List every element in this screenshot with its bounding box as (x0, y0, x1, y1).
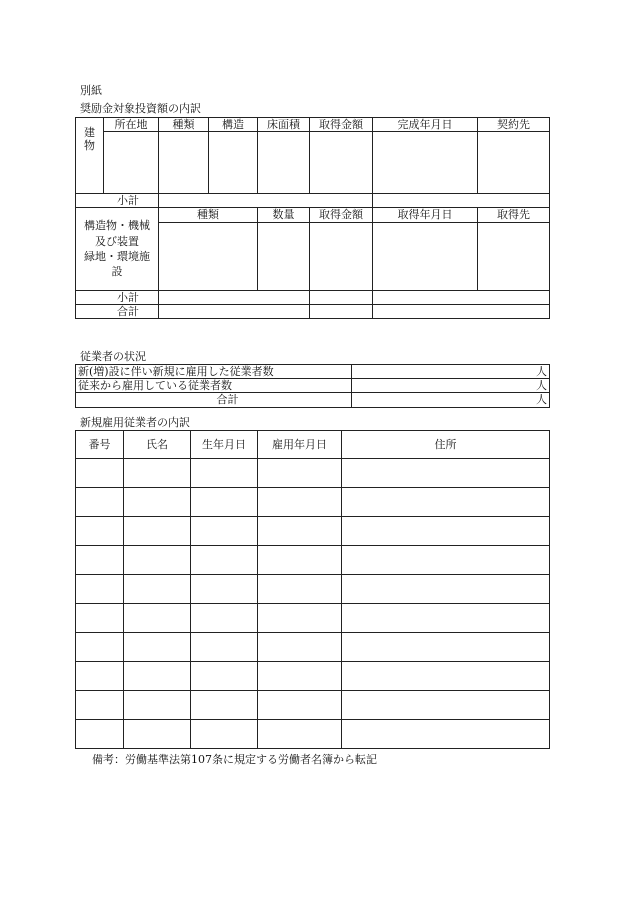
cell-address[interactable] (342, 633, 550, 662)
cell-number[interactable] (76, 633, 124, 662)
new-hires-title: 新規雇用従業者の内訳 (80, 416, 190, 429)
building-side-label: 建 物 (76, 118, 104, 194)
note: 備考：労働基準法第107条に規定する労働者名簿から転記 (92, 753, 377, 766)
cell-floor-area[interactable] (258, 132, 310, 194)
header-address: 住所 (342, 431, 550, 459)
cell-name[interactable] (124, 488, 191, 517)
cell-quantity[interactable] (258, 222, 310, 290)
cell-name[interactable] (124, 720, 191, 749)
cell-number[interactable] (76, 517, 124, 546)
table-row (76, 546, 550, 575)
grand-total-amount[interactable] (310, 304, 373, 318)
cell-birthdate[interactable] (191, 488, 258, 517)
cell-address[interactable] (342, 604, 550, 633)
header-contractor: 契約先 (478, 118, 550, 132)
grand-total-right[interactable] (373, 304, 550, 318)
header-hire-date: 雇用年月日 (258, 431, 342, 459)
cell-completion-date[interactable] (373, 132, 478, 194)
cell-name[interactable] (124, 459, 191, 488)
header-quantity: 数量 (258, 208, 310, 222)
structures-subtotal-cell[interactable] (159, 290, 310, 304)
header-type: 種類 (159, 118, 209, 132)
cell-number[interactable] (76, 459, 124, 488)
table-row (76, 691, 550, 720)
header-acquisition-date: 取得年月日 (373, 208, 478, 222)
cell-number[interactable] (76, 575, 124, 604)
building-subtotal-right-cell[interactable] (373, 194, 550, 208)
cell-hire-date[interactable] (258, 691, 342, 720)
cell-address[interactable] (342, 546, 550, 575)
cell-name[interactable] (124, 517, 191, 546)
table-row (76, 662, 550, 691)
employees-title: 従業者の状況 (80, 350, 146, 363)
cell-address[interactable] (342, 488, 550, 517)
header-birthdate: 生年月日 (191, 431, 258, 459)
cell-address[interactable] (342, 662, 550, 691)
header-acquisition-amount: 取得金額 (310, 118, 373, 132)
employees-total-unit[interactable]: 人 (352, 393, 550, 407)
cell-name[interactable] (124, 575, 191, 604)
table-row (76, 517, 550, 546)
cell-struct-type[interactable] (159, 222, 258, 290)
table-row (76, 488, 550, 517)
cell-hire-date[interactable] (258, 575, 342, 604)
cell-hire-date[interactable] (258, 720, 342, 749)
header-structure: 構造 (209, 118, 258, 132)
table-row (76, 459, 550, 488)
cell-name[interactable] (124, 691, 191, 720)
cell-name[interactable] (124, 633, 191, 662)
cell-number[interactable] (76, 691, 124, 720)
table-row (76, 633, 550, 662)
new-employees-unit[interactable]: 人 (352, 365, 550, 379)
cell-birthdate[interactable] (191, 604, 258, 633)
structures-subtotal-right[interactable] (373, 290, 550, 304)
structures-subtotal-amount[interactable] (310, 290, 373, 304)
structures-side-label: 構造物・機械 及び装置 緑地・環境施 設 (76, 208, 159, 290)
investment-table (75, 117, 550, 319)
cell-hire-date[interactable] (258, 517, 342, 546)
employees-total-label: 合計 (76, 393, 352, 407)
structures-subtotal-label: 小計 (76, 290, 159, 304)
cell-hire-date[interactable] (258, 662, 342, 691)
grand-total-label: 合計 (76, 304, 159, 318)
cell-address[interactable] (342, 517, 550, 546)
header-name: 氏名 (124, 431, 191, 459)
cell-hire-date[interactable] (258, 604, 342, 633)
cell-birthdate[interactable] (191, 459, 258, 488)
existing-employees-label: 従来から雇用している従業者数 (76, 379, 352, 393)
header-floor-area: 床面積 (258, 118, 310, 132)
cell-birthdate[interactable] (191, 517, 258, 546)
table-row (76, 575, 550, 604)
cell-hire-date[interactable] (258, 546, 342, 575)
cell-address[interactable] (342, 691, 550, 720)
cell-name[interactable] (124, 604, 191, 633)
cell-address[interactable] (342, 459, 550, 488)
employees-table (75, 364, 550, 408)
cell-birthdate[interactable] (191, 662, 258, 691)
cell-type[interactable] (159, 132, 209, 194)
existing-employees-unit[interactable]: 人 (352, 379, 550, 393)
header-supplier: 取得先 (478, 208, 550, 222)
cell-number[interactable] (76, 662, 124, 691)
cell-name[interactable] (124, 662, 191, 691)
new-hires-table (75, 430, 550, 749)
cell-hire-date[interactable] (258, 633, 342, 662)
cell-hire-date[interactable] (258, 488, 342, 517)
cell-number[interactable] (76, 546, 124, 575)
header-completion-date: 完成年月日 (373, 118, 478, 132)
header-location: 所在地 (104, 118, 159, 132)
attachment-label: 別紙 (80, 84, 102, 97)
building-subtotal-label: 小計 (76, 194, 159, 208)
table-row (76, 720, 550, 749)
cell-structure[interactable] (209, 132, 258, 194)
cell-struct-amount[interactable] (310, 222, 373, 290)
cell-birthdate[interactable] (191, 546, 258, 575)
cell-name[interactable] (124, 546, 191, 575)
cell-address[interactable] (342, 720, 550, 749)
header-struct-type: 種類 (159, 208, 258, 222)
cell-acquisition-amount[interactable] (310, 132, 373, 194)
header-number: 番号 (76, 431, 124, 459)
section1-title: 奨励金対象投資額の内訳 (80, 102, 201, 115)
cell-hire-date[interactable] (258, 459, 342, 488)
cell-number[interactable] (76, 488, 124, 517)
cell-acquisition-date[interactable] (373, 222, 478, 290)
cell-contractor[interactable] (478, 132, 550, 194)
cell-number[interactable] (76, 604, 124, 633)
header-struct-amount: 取得金額 (310, 208, 373, 222)
cell-birthdate[interactable] (191, 691, 258, 720)
table-row (76, 604, 550, 633)
cell-birthdate[interactable] (191, 575, 258, 604)
building-subtotal-cell[interactable] (159, 194, 373, 208)
new-employees-label: 新(増)設に伴い新規に雇用した従業者数 (76, 365, 352, 379)
grand-total-cell[interactable] (159, 304, 310, 318)
cell-birthdate[interactable] (191, 633, 258, 662)
cell-supplier[interactable] (478, 222, 550, 290)
cell-address[interactable] (342, 575, 550, 604)
cell-birthdate[interactable] (191, 720, 258, 749)
cell-location[interactable] (104, 132, 159, 194)
cell-number[interactable] (76, 720, 124, 749)
